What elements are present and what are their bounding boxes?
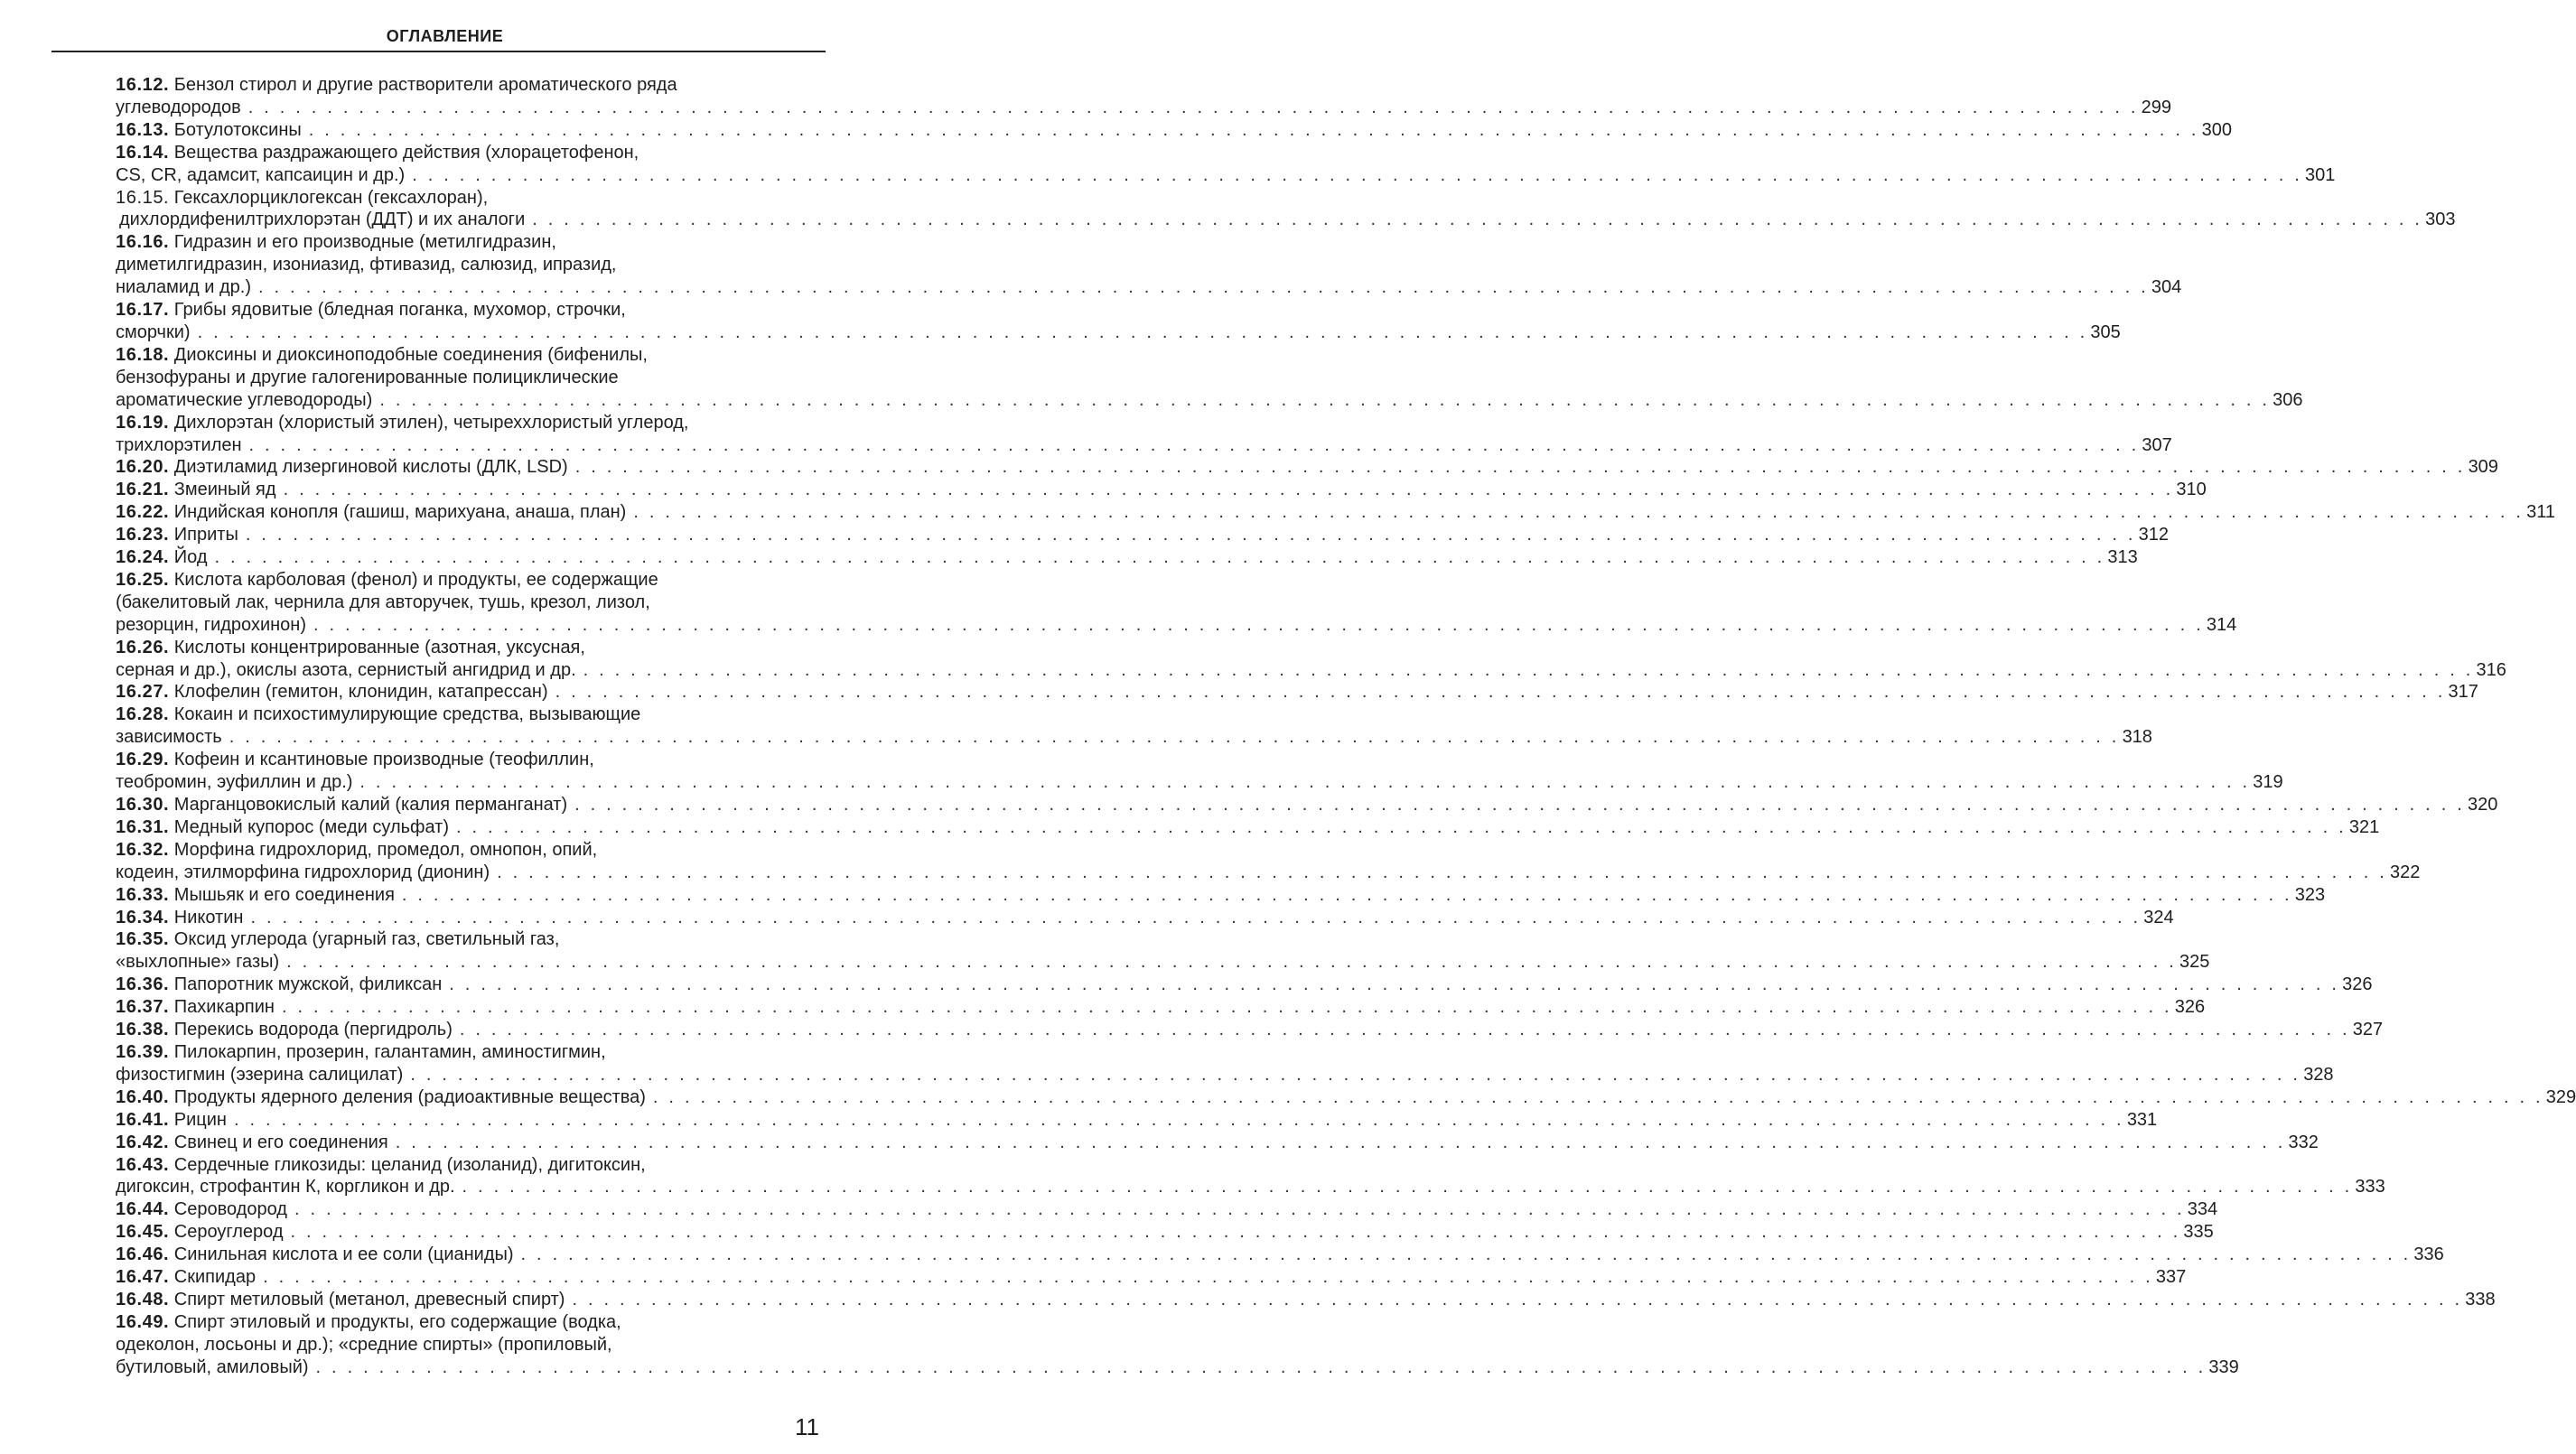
toc-entry[interactable]: [116, 928, 2210, 974]
dot-leader: . . . . . . . . . . . . . . . . . . . . . . . . . . . . . . . . . . . . . . . . . . . . . . . . . . . . . . . . . . . . . . . . . . . . . . . . . . . . . . . . . . . . . . . . . . . . . . . . . . . . . . . . . . . . . . . . . . . . . . . .: [497, 862, 2387, 882]
toc-entry-text-line: [116, 637, 827, 659]
toc-entry-number: 16.36.: [116, 974, 170, 995]
header-rule: [51, 51, 826, 52]
toc-entry-last-line: [116, 1266, 2187, 1289]
toc-entry-text-line: [116, 1154, 827, 1177]
toc-entry-number: 16.49.: [116, 1311, 170, 1332]
toc-entry-page: 338: [2465, 1289, 2496, 1310]
toc-entry[interactable]: [116, 569, 2237, 637]
toc-entry-title: 16.24. Йод: [116, 547, 208, 568]
toc-entry[interactable]: [116, 187, 2456, 232]
toc-entry-title: Вещества раздражающего действия (хлорацетофенон,: [173, 142, 639, 163]
toc-entry[interactable]: [116, 456, 2498, 479]
dot-leader: . . . . . . . . . . . . . . . . . . . . . . . . . . . . . . . . . . . . . . . . . . . . . . . . . . . . . . . . . . . . . . . . . . . . . . . . . . . . . . . . . . . . . . . . . . . . . . . . . . . . . . . . . . . . . . . . . . . . . . . .: [197, 322, 2088, 342]
toc-entry-title: 16.20. Диэтиламид лизергиновой кислоты (ДЛК, LSD): [116, 457, 568, 478]
toc-entry[interactable]: [116, 1109, 2158, 1132]
toc-entry-page: 311: [2526, 502, 2556, 523]
dot-leader: . . . . . . . . . . . . . . . . . . . . . . . . . . . . . . . . . . . . . . . . . . . . . . . . . . . . . . . . . . . . . . . . . . . . . . . . . . . . . . . . . . . . . . . . . . . . . . . . . . . . . . . . . . . . . . . . . . . . . . . .: [290, 1222, 2181, 1243]
toc-entry[interactable]: [116, 119, 2232, 142]
toc-entry-text-line: [116, 231, 827, 254]
toc-entry-last-line: [116, 884, 2326, 907]
toc-entry-last-line: [116, 1064, 2334, 1086]
toc-entry-page: 300: [2201, 119, 2232, 140]
toc-entry-page: 306: [2273, 389, 2303, 410]
toc-entry-number: 16.28.: [116, 704, 170, 725]
toc-entry-page: 339: [2208, 1356, 2239, 1377]
toc-entry-text-line: [116, 74, 827, 97]
toc-entry-title: зависимость: [116, 727, 222, 748]
toc-entry-title: сморчки): [116, 322, 191, 342]
toc-entry[interactable]: [116, 907, 2174, 929]
toc-entry-title: 16.47. Скипидар: [116, 1267, 257, 1288]
toc-entry-number: 16.41.: [116, 1109, 170, 1130]
toc-entry-number: 16.24.: [116, 547, 170, 568]
toc-entry-last-line: [116, 1244, 2444, 1266]
toc-entry-last-line: [116, 501, 2556, 524]
dot-leader: . . . . . . . . . . . . . . . . . . . . . . . . . . . . . . . . . . . . . . . . . . . . . . . . . . . . . . . . . . . . . . . . . . . . . . . . . . . . . . . . . . . . . . . . . . . . . . . . . . . . . . . . . . . . . . . . . . . . . . . .: [247, 97, 2139, 117]
toc-entry-last-line: [116, 816, 2380, 839]
toc-entry-last-line: [116, 1109, 2158, 1132]
toc-entry-title: трихлорэтилен: [116, 434, 242, 455]
dot-leader: . . . . . . . . . . . . . . . . . . . . . . . . . . . . . . . . . . . . . . . . . . . . . . . . . . . . . . . . . . . . . . . . . . . . . . . . . . . . . . . . . . . . . . . . . . . . . . . . . . . . . . . . . . . . . . . . . . . . . . . .: [313, 614, 2204, 635]
toc-entry-title: 16.13. Ботулотоксины: [116, 119, 302, 140]
toc-entry-last-line: [116, 119, 2232, 142]
toc-entry-last-line: [116, 1198, 2218, 1221]
dot-leader: . . . . . . . . . . . . . . . . . . . . . . . . . . . . . . . . . . . . . . . . . . . . . . . . . . . . . . . . . . . . . . . . . . . . . . . . . . . . . . . . . . . . . . . . . . . . . . . . . . . . . . . . . . . . . . . . . . . . . . . .: [379, 389, 2271, 410]
toc-entry-text-line: [116, 569, 827, 592]
toc-entry-title: 16.45. Сероуглерод: [116, 1222, 284, 1243]
toc-entry-title: Сердечные гликозиды: целанид (изоланид), дигитоксин,: [173, 1154, 646, 1175]
dot-leader: . . . . . . . . . . . . . . . . . . . . . . . . . . . . . . . . . . . . . . . . . . . . . . . . . . . . . . . . . . . . . . . . . . . . . . . . . . . . . . . . . . . . . . . . . . . . . . . . . . . . . . . . . . . . . . . . . . . . . . . .: [633, 502, 2525, 523]
dot-leader: . . . . . . . . . . . . . . . . . . . . . . . . . . . . . . . . . . . . . . . . . . . . . . . . . . . . . . . . . . . . . . . . . . . . . . . . . . . . . . . . . . . . . . . . . . . . . . . . . . . . . . . . . . . . . . . . . . . . . . . .: [652, 1086, 2543, 1107]
toc-entry-number: 16.43.: [116, 1154, 170, 1175]
toc-entry-last-line: [116, 1019, 2384, 1041]
toc-entry-title: 16.30. Марганцовокислый калий (калия перманганат): [116, 795, 568, 815]
toc-entry-title: 16.22. Индийская конопля (гашиш, марихуана, анаша, план): [116, 502, 627, 523]
toc-entry-number: 16.34.: [116, 907, 170, 927]
toc-entry-title: 16.38. Перекись водорода (пергидроль): [116, 1020, 453, 1040]
toc-entry-last-line: [116, 614, 2237, 637]
toc-entry-number: 16.45.: [116, 1222, 170, 1243]
dot-leader: . . . . . . . . . . . . . . . . . . . . . . . . . . . . . . . . . . . . . . . . . . . . . . . . . . . . . . . . . . . . . . . . . . . . . . . . . . . . . . . . . . . . . . . . . . . . . . . . . . . . . . . . . . . . . . . . . . . . . . . .: [401, 884, 2292, 905]
toc-entry[interactable]: [116, 996, 2206, 1019]
toc-entry-last-line: [116, 1086, 2576, 1109]
dot-leader: . . . . . . . . . . . . . . . . . . . . . . . . . . . . . . . . . . . . . . . . . . . . . . . . . . . . . . . . . . . . . . . . . . . . . . . . . . . . . . . . . . . . . . . . . . . . . . . . . . . . . . . . . . . . . . . . . . . . . . . .: [229, 727, 2120, 748]
toc-entry-number: 16.12.: [116, 75, 170, 95]
dot-leader: . . . . . . . . . . . . . . . . . . . . . . . . . . . . . . . . . . . . . . . . . . . . . . . . . . . . . . . . . . . . . . . . . . . . . . . . . . . . . . . . . . . . . . . . . . . . . . . . . . . . . . . . . . . . . . . . . . . . . . . .: [281, 997, 2172, 1018]
toc-entry[interactable]: [116, 749, 2283, 794]
toc-entry-title: Кофеин и ксантиновые производные (теофиллин,: [173, 750, 594, 770]
toc-entry[interactable]: [116, 231, 2182, 299]
toc-entry-number: 16.44.: [116, 1199, 170, 1220]
toc-entry-page: 312: [2138, 525, 2170, 545]
toc-entry-title: 16.36. Папоротник мужской, филиксан: [116, 974, 443, 995]
dot-leader: . . . . . . . . . . . . . . . . . . . . . . . . . . . . . . . . . . . . . . . . . . . . . . . . . . . . . . . . . . . . . . . . . . . . . . . . . . . . . . . . . . . . . . . . . . . . . . . . . . . . . . . . . . . . . . . . . . . . . . . .: [574, 457, 2466, 478]
toc-entry-text-line: [116, 749, 827, 771]
toc-entry-number: 16.47.: [116, 1267, 170, 1288]
toc-entry[interactable]: [116, 412, 2172, 457]
dot-leader: . . . . . . . . . . . . . . . . . . . . . . . . . . . . . . . . . . . . . . . . . . . . . . . . . . . . . . . . . . . . . . . . . . . . . . . . . . . . . . . . . . . . . . . . . . . . . . . . . . . . . . . . . . . . . . . . . . . . . . . .: [258, 277, 2149, 298]
toc-entry-text-line: (бакелитовый лак, чернила для авторучек, тушь, крезол, лизол,: [116, 592, 650, 612]
toc-entry-number: 16.25.: [116, 569, 170, 590]
toc-entry-last-line: [116, 434, 2172, 457]
toc-entry-title: CS, CR, адамсит, капсаицин и др.): [116, 164, 406, 185]
toc-entry[interactable]: [116, 501, 2556, 524]
toc-entry[interactable]: [116, 839, 2421, 884]
toc-entry[interactable]: [116, 1132, 2319, 1154]
toc-entry[interactable]: [116, 704, 2152, 749]
toc-entry-title: Диоксины и диоксиноподобные соединения (бифенилы,: [173, 344, 648, 365]
toc-entry-title: ниаламид и др.): [116, 277, 252, 298]
toc-entry[interactable]: [116, 1244, 2444, 1266]
toc-entry-number: 16.26.: [116, 637, 170, 657]
toc-entry-title: 16.44. Сероводород: [116, 1199, 287, 1220]
toc-entry[interactable]: [116, 299, 2121, 344]
toc-entry-page: 326: [2342, 974, 2373, 995]
toc-entry[interactable]: [116, 546, 2138, 569]
toc-entry-number: 16.30.: [116, 795, 170, 815]
table-of-contents: [116, 74, 2576, 1379]
toc-entry-page: 336: [2413, 1244, 2444, 1265]
dot-leader: . . . . . . . . . . . . . . . . . . . . . . . . . . . . . . . . . . . . . . . . . . . . . . . . . . . . . . . . . . . . . . . . . . . . . . . . . . . . . . . . . . . . . . . . . . . . . . . . . . . . . . . . . . . . . . . . . . . . . . . .: [410, 1064, 2301, 1085]
toc-entry-title: серная и др.), окислы азота, сернистый ангидрид и др.: [116, 659, 576, 680]
toc-entry-text-line: одеколон, лосьоны и др.); «средние спирты» (пропиловый,: [116, 1334, 612, 1355]
toc-entry-text-line: [116, 187, 827, 210]
toc-entry-title: дигоксин, строфантин К, коргликон и др.: [116, 1177, 455, 1198]
toc-entry-page: 316: [2476, 659, 2506, 680]
toc-entry-last-line: [116, 996, 2206, 1019]
toc-entry-title: 16.33. Мышьяк и его соединения: [116, 884, 395, 905]
toc-entry-page: 323: [2294, 884, 2326, 905]
toc-entry[interactable]: [116, 884, 2326, 907]
toc-entry-number: 16.29.: [116, 750, 170, 770]
toc-entry-number: 16.42.: [116, 1132, 170, 1152]
toc-entry-page: 318: [2122, 727, 2152, 748]
dot-leader: . . . . . . . . . . . . . . . . . . . . . . . . . . . . . . . . . . . . . . . . . . . . . . . . . . . . . . . . . . . . . . . . . . . . . . . . . . . . . . . . . . . . . . . . . . . . . . . . . . . . . . . . . . . . . . . . . . . . . . . .: [532, 210, 2423, 230]
toc-entry[interactable]: [116, 1266, 2187, 1289]
dot-leader: . . . . . . . . . . . . . . . . . . . . . . . . . . . . . . . . . . . . . . . . . . . . . . . . . . . . . . . . . . . . . . . . . . . . . . . . . . . . . . . . . . . . . . . . . . . . . . . . . . . . . . . . . . . . . . . . . . . . . . . .: [359, 772, 2251, 793]
toc-entry-title: 16.41. Рицин: [116, 1109, 227, 1130]
toc-entry-last-line: [116, 456, 2498, 479]
toc-entry-title: Пилокарпин, прозерин, галантамин, аминостигмин,: [173, 1041, 606, 1062]
dot-leader: . . . . . . . . . . . . . . . . . . . . . . . . . . . . . . . . . . . . . . . . . . . . . . . . . . . . . . . . . . . . . . . . . . . . . . . . . . . . . . . . . . . . . . . . . . . . . . . . . . . . . . . . . . . . . . . . . . . . . . . .: [449, 974, 2340, 995]
toc-entry-number: 16.37.: [116, 997, 170, 1018]
dot-leader: . . . . . . . . . . . . . . . . . . . . . . . . . . . . . . . . . . . . . . . . . . . . . . . . . . . . . . . . . . . . . . . . . . . . . . . . . . . . . . . . . . . . . . . . . . . . . . . . . . . . . . . . . . . . . . . . . . . . . . . .: [412, 164, 2303, 185]
toc-entry-number: 16.32.: [116, 839, 170, 860]
toc-entry-last-line: [116, 862, 2421, 884]
dot-leader: . . . . . . . . . . . . . . . . . . . . . . . . . . . . . . . . . . . . . . . . . . . . . . . . . . . . . . . . . . . . . . . . . . . . . . . . . . . . . . . . . . . . . . . . . . . . . . . . . . . . . . . . . . . . . . . . . . . . . . . .: [214, 547, 2105, 568]
toc-entry-page: 310: [2176, 480, 2207, 500]
toc-entry-number: 16.14.: [116, 142, 170, 163]
toc-entry-number: 16.13.: [116, 119, 170, 140]
toc-entry-last-line: [116, 209, 2456, 231]
page-header-title: ОГЛАВЛЕНИЕ: [386, 27, 504, 45]
toc-entry-title: «выхлопные» газы): [116, 952, 280, 973]
toc-entry-last-line: [116, 1289, 2496, 1311]
toc-entry-text-line: [116, 839, 827, 862]
toc-entry-page: 299: [2141, 97, 2171, 117]
toc-entry[interactable]: [116, 816, 2380, 839]
toc-entry-text-line: [116, 1311, 827, 1334]
toc-entry-title: Кислоты концентрированные (азотная, уксусная,: [173, 637, 585, 657]
toc-entry-last-line: [116, 546, 2138, 569]
toc-entry-text-line: [116, 928, 827, 951]
toc-entry-title: дихлордифенилтрихлорэтан (ДДТ) и их аналоги: [119, 210, 526, 230]
toc-entry-number: 16.48.: [116, 1289, 170, 1310]
toc-entry-number: 16.21.: [116, 480, 170, 500]
dot-leader: . . . . . . . . . . . . . . . . . . . . . . . . . . . . . . . . . . . . . . . . . . . . . . . . . . . . . . . . . . . . . . . . . . . . . . . . . . . . . . . . . . . . . . . . . . . . . . . . . . . . . . . . . . . . . . . . . . . . . . . .: [233, 1109, 2124, 1130]
toc-entry-last-line: [116, 1176, 2385, 1198]
toc-entry-last-line: [116, 1221, 2214, 1244]
toc-entry[interactable]: [116, 1086, 2576, 1109]
toc-entry-page: 337: [2155, 1267, 2187, 1288]
toc-entry[interactable]: [116, 681, 2478, 704]
toc-entry-page: 309: [2468, 457, 2498, 478]
toc-entry-last-line: [116, 681, 2478, 704]
toc-entry-page: 328: [2303, 1064, 2334, 1085]
toc-entry-page: 327: [2352, 1020, 2384, 1040]
toc-entry-title: Грибы ядовитые (бледная поганка, мухомор, строчки,: [173, 300, 626, 321]
toc-entry-text-line: [116, 704, 827, 726]
toc-entry-last-line: [116, 1356, 2239, 1379]
dot-leader: . . . . . . . . . . . . . . . . . . . . . . . . . . . . . . . . . . . . . . . . . . . . . . . . . . . . . . . . . . . . . . . . . . . . . . . . . . . . . . . . . . . . . . . . . . . . . . . . . . . . . . . . . . . . . . . . . . . . . . . .: [395, 1132, 2286, 1152]
toc-entry-last-line: [116, 659, 2506, 682]
toc-entry-page: 301: [2305, 164, 2336, 185]
dot-leader: . . . . . . . . . . . . . . . . . . . . . . . . . . . . . . . . . . . . . . . . . . . . . . . . . . . . . . . . . . . . . . . . . . . . . . . . . . . . . . . . . . . . . . . . . . . . . . . . . . . . . . . . . . . . . . . . . . . . . . . .: [456, 816, 2347, 837]
toc-entry-title: ароматические углеводороды): [116, 389, 373, 410]
toc-entry[interactable]: [116, 1041, 2334, 1086]
page-number: 11: [795, 1413, 819, 1440]
toc-entry-page: 313: [2107, 547, 2138, 568]
toc-entry-page: 314: [2206, 614, 2237, 635]
toc-entry-page: 303: [2425, 210, 2456, 230]
toc-entry-number: 16.16.: [116, 232, 170, 253]
toc-entry-number: 16.20.: [116, 457, 170, 478]
toc-entry-number: 16.22.: [116, 502, 170, 523]
toc-entry-number: 16.15.: [116, 187, 170, 208]
toc-entry-last-line: [116, 389, 2303, 412]
toc-entry-last-line: [116, 524, 2170, 546]
toc-entry-title: Морфина гидрохлорид, промедол, омнопон, опий,: [173, 839, 598, 860]
toc-entry-page: 319: [2253, 772, 2283, 793]
dot-leader: . . . . . . . . . . . . . . . . . . . . . . . . . . . . . . . . . . . . . . . . . . . . . . . . . . . . . . . . . . . . . . . . . . . . . . . . . . . . . . . . . . . . . . . . . . . . . . . . . . . . . . . . . . . . . . . . . . . . . . . .: [555, 682, 2446, 703]
dot-leader: . . . . . . . . . . . . . . . . . . . . . . . . . . . . . . . . . . . . . . . . . . . . . . . . . . . . . . . . . . . . . . . . . . . . . . . . . . . . . . . . . . . . . . . . . . . . . . . . . . . . . . . . . . . . . . . . . . . . . . . .: [574, 795, 2465, 815]
toc-entry-last-line: [116, 479, 2207, 501]
toc-entry[interactable]: [116, 1311, 2239, 1379]
toc-entry[interactable]: [116, 1154, 2385, 1199]
toc-entry[interactable]: [116, 524, 2170, 546]
toc-entry-number: 16.40.: [116, 1086, 170, 1107]
toc-entry-number: 16.27.: [116, 682, 170, 703]
toc-entry-title: Гидразин и его производные (метилгидразин,: [173, 232, 556, 253]
toc-entry[interactable]: [116, 479, 2207, 501]
toc-entry-last-line: [116, 276, 2182, 299]
dot-leader: . . . . . . . . . . . . . . . . . . . . . . . . . . . . . . . . . . . . . . . . . . . . . . . . . . . . . . . . . . . . . . . . . . . . . . . . . . . . . . . . . . . . . . . . . . . . . . . . . . . . . . . . . . . . . . . . . . . . . . . .: [583, 659, 2474, 680]
dot-leader: . . . . . . . . . . . . . . . . . . . . . . . . . . . . . . . . . . . . . . . . . . . . . . . . . . . . . . . . . . . . . . . . . . . . . . . . . . . . . . . . . . . . . . . . . . . . . . . . . . . . . . . . . . . . . . . . . . . . . . . .: [315, 1356, 2207, 1377]
toc-entry-page: 332: [2288, 1132, 2319, 1152]
toc-entry-page: 334: [2187, 1199, 2218, 1220]
toc-entry[interactable]: [116, 344, 2303, 412]
toc-entry-last-line: [116, 1132, 2319, 1154]
toc-entry-title: Спирт этиловый и продукты, его содержащие (водка,: [173, 1311, 621, 1332]
dot-leader: . . . . . . . . . . . . . . . . . . . . . . . . . . . . . . . . . . . . . . . . . . . . . . . . . . . . . . . . . . . . . . . . . . . . . . . . . . . . . . . . . . . . . . . . . . . . . . . . . . . . . . . . . . . . . . . . . . . . . . . .: [245, 525, 2136, 545]
dot-leader: . . . . . . . . . . . . . . . . . . . . . . . . . . . . . . . . . . . . . . . . . . . . . . . . . . . . . . . . . . . . . . . . . . . . . . . . . . . . . . . . . . . . . . . . . . . . . . . . . . . . . . . . . . . . . . . . . . . . . . . .: [263, 1267, 2153, 1288]
toc-entry-title: 16.27. Клофелин (гемитон, клонидин, катапрессан): [116, 682, 548, 703]
toc-entry-text-line: [116, 344, 827, 367]
toc-entry-title: теобромин, эуфиллин и др.): [116, 772, 353, 793]
toc-entry-title: 16.40. Продукты ядерного деления (радиоактивные вещества): [116, 1086, 646, 1107]
dot-leader: . . . . . . . . . . . . . . . . . . . . . . . . . . . . . . . . . . . . . . . . . . . . . . . . . . . . . . . . . . . . . . . . . . . . . . . . . . . . . . . . . . . . . . . . . . . . . . . . . . . . . . . . . . . . . . . . . . . . . . . .: [283, 480, 2174, 500]
toc-entry-title: резорцин, гидрохинон): [116, 614, 306, 635]
toc-entry-page: 304: [2151, 277, 2182, 298]
toc-entry-page: 324: [2143, 907, 2174, 927]
toc-entry-page: 320: [2467, 795, 2498, 815]
toc-entry[interactable]: [116, 1289, 2496, 1311]
dot-leader: . . . . . . . . . . . . . . . . . . . . . . . . . . . . . . . . . . . . . . . . . . . . . . . . . . . . . . . . . . . . . . . . . . . . . . . . . . . . . . . . . . . . . . . . . . . . . . . . . . . . . . . . . . . . . . . . . . . . . . . .: [248, 434, 2140, 455]
toc-entry-last-line: [116, 907, 2174, 929]
toc-entry[interactable]: [116, 1198, 2218, 1221]
toc-entry[interactable]: [116, 1221, 2214, 1244]
dot-leader: . . . . . . . . . . . . . . . . . . . . . . . . . . . . . . . . . . . . . . . . . . . . . . . . . . . . . . . . . . . . . . . . . . . . . . . . . . . . . . . . . . . . . . . . . . . . . . . . . . . . . . . . . . . . . . . . . . . . . . . .: [459, 1020, 2350, 1040]
dot-leader: . . . . . . . . . . . . . . . . . . . . . . . . . . . . . . . . . . . . . . . . . . . . . . . . . . . . . . . . . . . . . . . . . . . . . . . . . . . . . . . . . . . . . . . . . . . . . . . . . . . . . . . . . . . . . . . . . . . . . . . .: [286, 952, 2177, 973]
toc-entry-title: 16.48. Спирт метиловый (метанол, древесный спирт): [116, 1289, 565, 1310]
toc-entry-text-line: [116, 299, 827, 322]
toc-entry[interactable]: [116, 794, 2498, 816]
toc-entry-title: 16.23. Иприты: [116, 525, 238, 545]
toc-entry-title: 16.46. Синильная кислота и ее соли (цианиды): [116, 1244, 514, 1265]
toc-entry[interactable]: [116, 142, 2336, 187]
toc-entry-text-line: [116, 142, 827, 164]
toc-entry-text-line: диметилгидразин, изониазид, фтивазид, салюзид, ипразид,: [116, 255, 617, 275]
toc-entry-number: 16.46.: [116, 1244, 170, 1265]
toc-entry-number: 16.18.: [116, 344, 170, 365]
toc-entry-title: 16.34. Никотин: [116, 907, 244, 927]
toc-entry-last-line: [116, 726, 2152, 749]
toc-entry-page: 305: [2090, 322, 2121, 342]
toc-entry-title: углеводородов: [116, 97, 241, 117]
toc-entry-page: 317: [2448, 682, 2478, 703]
toc-entry-last-line: [116, 974, 2373, 996]
toc-entry-page: 321: [2348, 816, 2380, 837]
toc-entry-title: Кокаин и психостимулирующие средства, вызывающие: [173, 704, 641, 725]
toc-entry-page: 331: [2126, 1109, 2158, 1130]
toc-entry-title: Дихлорэтан (хлористый этилен), четыреххлористый углерод,: [173, 412, 689, 433]
toc-entry-title: 16.37. Пахикарпин: [116, 997, 275, 1018]
dot-leader: . . . . . . . . . . . . . . . . . . . . . . . . . . . . . . . . . . . . . . . . . . . . . . . . . . . . . . . . . . . . . . . . . . . . . . . . . . . . . . . . . . . . . . . . . . . . . . . . . . . . . . . . . . . . . . . . . . . . . . . .: [308, 119, 2199, 140]
toc-entry-title: Кислота карболовая (фенол) и продукты, ее содержащие: [173, 569, 658, 590]
toc-entry-last-line: [116, 322, 2121, 344]
toc-entry[interactable]: [116, 74, 2171, 119]
toc-entry-text-line: бензофураны и другие галогенированные полициклические: [116, 367, 619, 387]
toc-entry-title: кодеин, этилморфина гидрохлорид (дионин): [116, 862, 490, 882]
toc-entry-page: 333: [2355, 1177, 2385, 1198]
toc-entry-text-line: [116, 412, 827, 434]
toc-entry-text-line: [116, 1041, 827, 1064]
toc-entry[interactable]: [116, 974, 2373, 996]
dot-leader: . . . . . . . . . . . . . . . . . . . . . . . . . . . . . . . . . . . . . . . . . . . . . . . . . . . . . . . . . . . . . . . . . . . . . . . . . . . . . . . . . . . . . . . . . . . . . . . . . . . . . . . . . . . . . . . . . . . . . . . .: [294, 1199, 2185, 1220]
toc-entry-number: 16.35.: [116, 929, 170, 950]
toc-entry-last-line: [116, 164, 2336, 187]
toc-entry-number: 16.38.: [116, 1020, 170, 1040]
toc-entry-title: Гексахлорциклогексан (гексахлоран),: [173, 187, 489, 208]
toc-entry-title: 16.21. Змеиный яд: [116, 480, 276, 500]
toc-entry-last-line: [116, 97, 2171, 119]
toc-entry-page: 326: [2174, 997, 2206, 1018]
toc-entry-number: 16.31.: [116, 816, 170, 837]
toc-entry-title: Оксид углерода (угарный газ, светильный газ,: [173, 929, 560, 950]
toc-entry-last-line: [116, 794, 2498, 816]
toc-entry-page: 325: [2179, 952, 2210, 973]
dot-leader: . . . . . . . . . . . . . . . . . . . . . . . . . . . . . . . . . . . . . . . . . . . . . . . . . . . . . . . . . . . . . . . . . . . . . . . . . . . . . . . . . . . . . . . . . . . . . . . . . . . . . . . . . . . . . . . . . . . . . . . .: [572, 1289, 2463, 1310]
toc-entry-last-line: [116, 771, 2283, 794]
toc-entry-page: 322: [2389, 862, 2421, 882]
toc-entry-number: 16.39.: [116, 1041, 170, 1062]
toc-entry-number: 16.23.: [116, 525, 170, 545]
dot-leader: . . . . . . . . . . . . . . . . . . . . . . . . . . . . . . . . . . . . . . . . . . . . . . . . . . . . . . . . . . . . . . . . . . . . . . . . . . . . . . . . . . . . . . . . . . . . . . . . . . . . . . . . . . . . . . . . . . . . . . . .: [520, 1244, 2412, 1265]
toc-entry-page: 335: [2183, 1222, 2214, 1243]
toc-entry-title: 16.42. Свинец и его соединения: [116, 1132, 388, 1152]
toc-entry[interactable]: [116, 637, 2506, 682]
toc-entry-title: бутиловый, амиловый): [116, 1356, 309, 1377]
toc-entry-last-line: [116, 951, 2210, 974]
toc-entry-number: 16.19.: [116, 412, 170, 433]
toc-entry-page: 307: [2142, 434, 2172, 455]
toc-entry-page: 329: [2545, 1086, 2576, 1107]
toc-entry-title: Бензол стирол и другие растворители ароматического ряда: [173, 75, 677, 95]
toc-entry-number: 16.33.: [116, 884, 170, 905]
toc-entry-title: 16.31. Медный купорос (меди сульфат): [116, 816, 449, 837]
toc-entry[interactable]: [116, 1019, 2384, 1041]
toc-entry-title: физостигмин (эзерина салицилат): [116, 1064, 404, 1085]
dot-leader: . . . . . . . . . . . . . . . . . . . . . . . . . . . . . . . . . . . . . . . . . . . . . . . . . . . . . . . . . . . . . . . . . . . . . . . . . . . . . . . . . . . . . . . . . . . . . . . . . . . . . . . . . . . . . . . . . . . . . . . .: [462, 1177, 2353, 1198]
toc-entry-number: 16.17.: [116, 300, 170, 321]
dot-leader: . . . . . . . . . . . . . . . . . . . . . . . . . . . . . . . . . . . . . . . . . . . . . . . . . . . . . . . . . . . . . . . . . . . . . . . . . . . . . . . . . . . . . . . . . . . . . . . . . . . . . . . . . . . . . . . . . . . . . . . .: [250, 907, 2142, 927]
